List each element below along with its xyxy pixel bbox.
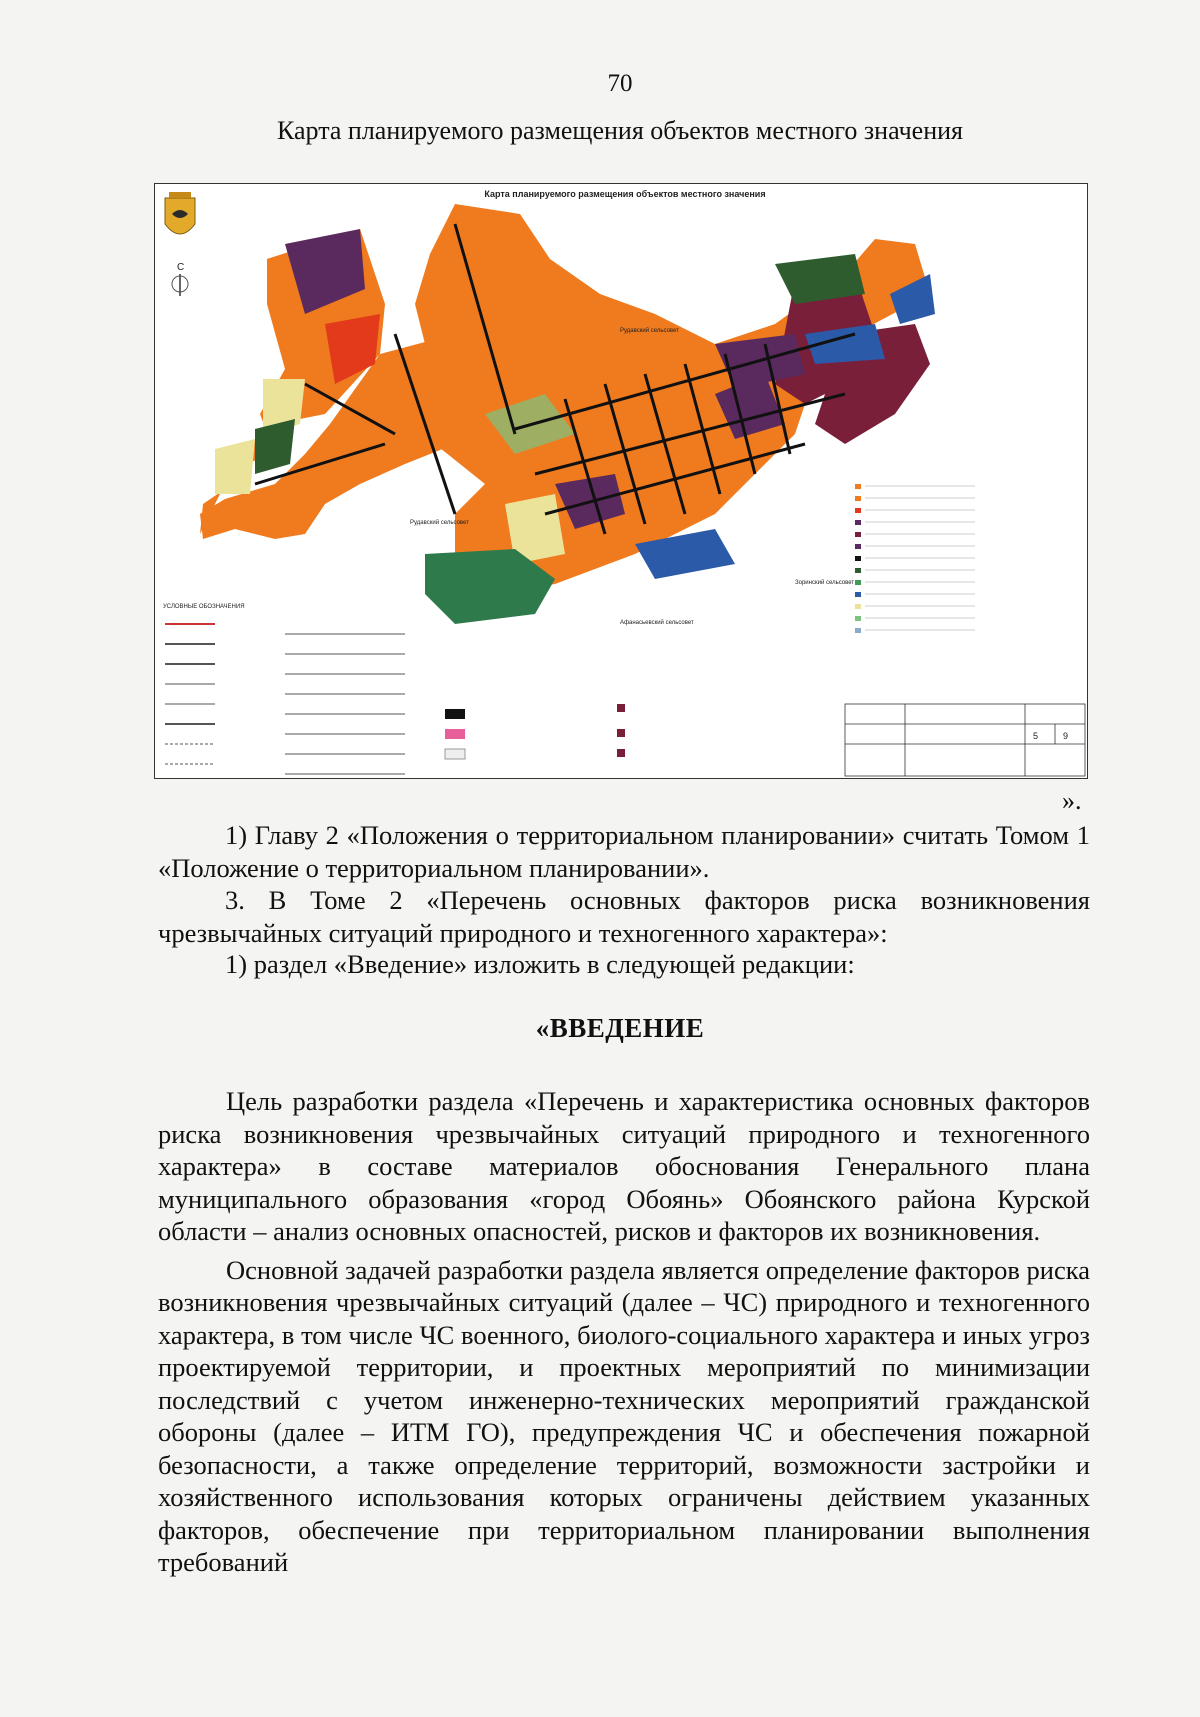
map-caption: Карта планируемого размещения объектов местного значения (277, 116, 963, 145)
map-inner-title: Карта планируемого размещения объектов местного значения (484, 189, 766, 199)
page-number: 70 (607, 70, 633, 97)
body-text (158, 1085, 1090, 1585)
paragraph-5: Основной задачей разработки раздела является определение факторов риска возникновения чрезвычайных ситуаций (далее – ЧС) природного и техногенного характера, в том числе ЧС военного, биолого-социального характера и иных угроз проектируемой территории, и проектных мероприятий по минимизации последствий с учетом инженерно-технических мероприятий гражданской обороны (далее – ИТМ ГО), предупреждения ЧС и обеспечения пожарной безопасности, а также определение территорий, возможности застройки и хозяйственного использования которых ограничены действием указанных факторов, обеспечение при территориальном планировании выполнения требований (158, 1254, 1090, 1577)
map-sheet-number: 5 (1033, 731, 1039, 741)
coat-of-arms-icon (165, 192, 195, 234)
map-label-rudavsky-top: Рудавский сельсовет (620, 328, 679, 334)
paragraph-1: 1) Главу 2 «Положения о территориальном планировании» считать Томом 1 «Положение о территориальном планировании». (158, 820, 1090, 883)
map-label-rudavsky-bottom: Рудавский сельсовет (410, 520, 469, 526)
map-label-afanasyevsky: Афанасьевский сельсовет (620, 620, 694, 626)
quote-close: ». (1062, 786, 1082, 815)
paragraph-3: 1) раздел «Введение» изложить в следующей редакции: (225, 949, 855, 979)
map-sheet-total: 9 (1063, 731, 1069, 741)
svg-text:С: С (177, 262, 185, 273)
paragraph-4: Цель разработки раздела «Перечень и характеристика основных факторов риска возникновения чрезвычайных ситуаций природного и техногенного характера» в составе материалов обоснования Генерального плана муниципального образования «город Обоянь» Обоянского района Курской области – анализ основных опасностей, рисков и факторов их возникновения. (158, 1086, 1090, 1246)
map-image (155, 184, 1087, 778)
planning-map (154, 183, 1088, 779)
legend-title: УСЛОВНЫЕ ОБОЗНАЧЕНИЯ (163, 604, 245, 610)
map-label-zorinsky: Зоринский сельсовет (795, 580, 855, 586)
paragraph-2: 3. В Томе 2 «Перечень основных факторов риска возникновения чрезвычайных ситуаций природного и техногенного характера»: (158, 885, 1090, 948)
section-heading: «ВВЕДЕНИЕ (535, 1013, 705, 1043)
